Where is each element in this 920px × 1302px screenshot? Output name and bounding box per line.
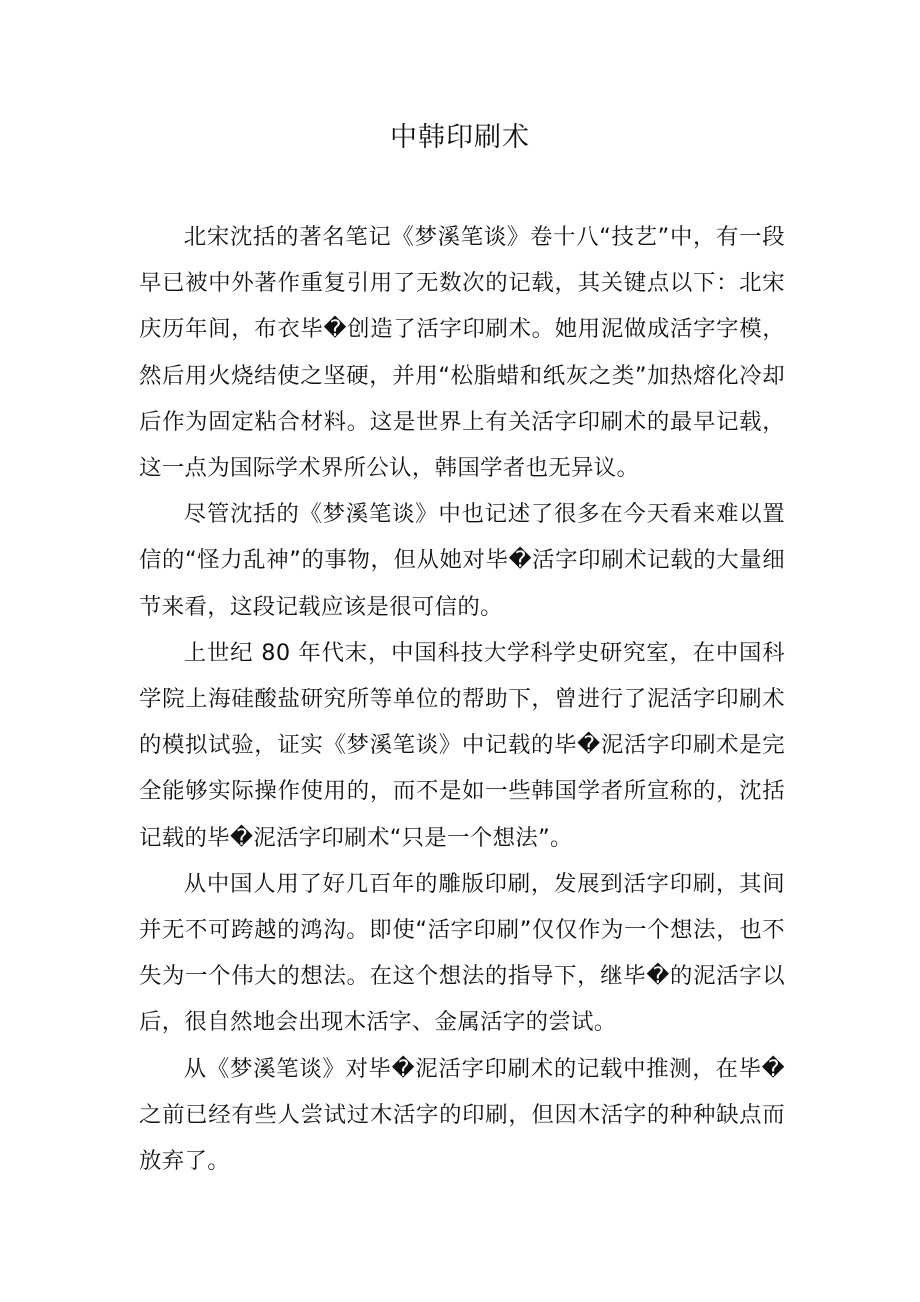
- paragraph-2: 尽管沈括的《梦溪笔谈》中也记述了很多在今天看来难以置信的“怪力乱神”的事物，但从她对毕�活字印刷术记载的大量细节来看，这段记载应该是很可信的。: [139, 501, 785, 620]
- paragraph-5: 从《梦溪笔谈》对毕�泥活字印刷术的记载中推测，在毕�之前已经有些人尝试过木活字的印刷，但因木活字的种种缺点而放弃了。: [139, 1055, 785, 1175]
- paragraph-3: 上世纪 80 年代末，中国科技大学科学史研究室，在中国科学院上海硅酸盐研究所等单位的帮助下，曾进行了泥活字印刷术的模拟试验，证实《梦溪笔谈》中记载的毕�泥活字印刷术是完全能够实际操作使用的，而不是如一些韩国学者所宣称的，沈括记载的毕�泥活字印刷术“只是一个想法”。: [139, 639, 785, 851]
- paragraph-1: 北宋沈括的著名笔记《梦溪笔谈》卷十八“技艺”中，有一段早已被中外著作重复引用了无数次的记载，其关键点以下：北宋庆历年间，布衣毕�创造了活字印刷术。她用泥做成活字字模，然后用火烧结使之坚硬，并用“松脂蜡和纸灰之类”加热熔化冷却后作为固定粘合材料。这是世界上有关活字印刷术的最早记载，这一点为国际学术界所公认，韩国学者也无异议。: [139, 224, 785, 482]
- paragraph-4: 从中国人用了好几百年的雕版印刷，发展到活字印刷，其间并无不可跨越的鸿沟。即使“活字印刷”仅仅作为一个想法，也不失为一个伟大的想法。在这个想法的指导下，继毕�的泥活字以后，很自然地会出现木活字、金属活字的尝试。: [139, 870, 785, 1036]
- document-title: 中韩印刷术: [390, 122, 530, 153]
- document-body: [139, 214, 785, 1184]
